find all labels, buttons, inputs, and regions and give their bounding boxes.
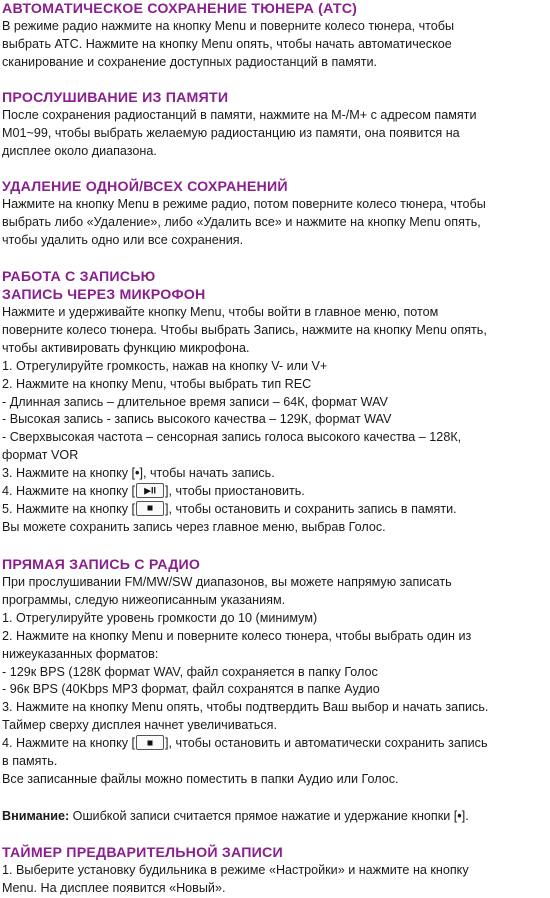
section-heading: ПРОСЛУШИВАНИЕ ИЗ ПАМЯТИ [2,90,229,106]
text-line: При прослушивании FM/MW/SW диапазонов, вы можете напрямую записать [2,575,452,589]
section-direct-recording [2,556,548,789]
text-line: - Сверхвысокая частота – сенсорная запись голоса высокого качества – 128К, [2,430,462,445]
step-text: 4. Нажмите на кнопку [ [2,736,136,751]
section-text [2,196,548,250]
step-text: 3. Нажмите на кнопку [ [2,466,136,481]
pause-glyph: ▶II [144,485,157,496]
stop-square [148,740,153,745]
step-4-line [2,483,548,501]
section-heading: ТАЙМЕР ПРЕДВАРИТЕЛЬНОЙ ЗАПИСИ [2,845,283,861]
text-line: 2. Нажмите на кнопку Menu и поверните колесо тюнера, чтобы выбрать один из [2,628,472,643]
step-5-line [2,501,548,519]
text-line: - Высокая запись - запись высокого качества – 129К, формат WAV [2,412,392,427]
subsection-heading: ЗАПИСЬ ЧЕРЕЗ МИКРОФОН [2,287,206,303]
section-heading: УДАЛЕНИЕ ОДНОЙ/ВСЕХ СОХРАНЕНИЙ [2,179,288,195]
text-line: М01~99, чтобы выбрать желаемую радиостанцию из памяти, она появится на [2,125,460,140]
text-line: Menu. На дисплее появится «Новый». [2,880,226,895]
step-text: ], чтобы остановить и сохранить запись в памяти. [165,501,457,516]
section-memory [2,89,548,161]
text-line: - 96к BPS (40Kbps MP3 формат, файл сохранятся в папке Аудио [2,682,380,697]
text-line: Вы можете сохранить запись через главное меню, выбрав Голос. [2,519,386,534]
text-line: в память. [2,754,58,769]
warning-label: Внимание: [2,809,70,823]
step-text: 4. Нажмите на кнопку [ [2,484,136,499]
text-line: Нажмите и удерживайте кнопку Menu, чтобы войти в главное меню, потом [2,305,439,319]
step-3-line [2,465,548,483]
text-line: нижеуказанных форматов: [2,646,159,661]
stop-square [148,506,153,511]
warning-line [2,808,548,826]
warning-tail: ]. [461,809,469,823]
text-line: поверните колесо тюнера. Чтобы выбрать Запись, нажмите на кнопку Menu опять, [2,322,487,337]
text-line: выбрать либо «Удаление», либо «Удалить все» и нажмите на кнопку Menu опять, [2,214,481,229]
step-text: ], чтобы приостановить. [165,484,305,499]
section-text [2,304,548,537]
text-line: Таймер сверху дисплея начнет увеличиваться. [2,718,277,733]
section-heading: ПРЯМАЯ ЗАПИСЬ С РАДИО [2,557,201,573]
text-line: В режиме радио нажмите на кнопку Menu и поверните колесо тюнера, чтобы [2,19,455,33]
section-text [2,18,548,72]
record-dot-icon: • [457,809,462,823]
text-line: чтобы активировать функцию микрофона. [2,340,250,355]
text-line: После сохранения радиостанций в памяти, нажмите на М-/М+ с адресом памяти [2,108,477,122]
record-dot-icon: • [135,466,140,481]
step-text: ], чтобы остановить и автоматически сохранить запись [165,736,488,751]
pause-button-icon [136,483,164,498]
step-text: ], чтобы начать запись. [139,466,275,481]
stop-button-icon [136,501,164,516]
text-line: - 129к BPS (128К формат WAV, файл сохраняется в папку Голос [2,664,378,679]
section-delete [2,178,548,250]
text-line: программы, следую нижеописанным указаниям. [2,592,286,607]
text-line: 1. Выберите установку будильника в режиме «Настройки» и нажмите на кнопку [2,863,469,877]
section-text [2,107,548,161]
text-line: чтобы удалить одно или все сохранения. [2,232,244,247]
text-line: 1. Отрегулируйте уровень громкости до 10 (минимум) [2,610,318,625]
text-line: 1. Отрегулируйте громкость, нажав на кнопку V- или V+ [2,358,328,373]
warning-note [2,808,548,826]
text-line: Все записанные файлы можно поместить в папки Аудио или Голос. [2,771,399,786]
text-line: - Длинная запись – длительное время записи – 64К, формат WAV [2,394,388,409]
section-heading: АВТОМАТИЧЕСКОЕ СОХРАНЕНИЕ ТЮНЕРА (АТС) [2,1,358,17]
section-timer [2,844,548,898]
text-line: Нажмите на кнопку Menu в режиме радио, потом поверните колесо тюнера, чтобы [2,197,486,211]
warning-text: Ошибкой записи считается прямое нажатие и удержание кнопки [ [69,809,458,823]
text-line: 3. Нажмите на кнопку Menu опять, чтобы подтвердить Ваш выбор и начать запись. [2,700,489,715]
text-line: сканирование и сохранение доступных радиостанций в памяти. [2,54,378,69]
text-line: выбрать АТС. Нажмите на кнопку Menu опять, чтобы начать автоматическое [2,36,452,51]
section-text [2,862,548,898]
section-text [2,574,548,789]
text-line: дисплее около диапазона. [2,143,157,158]
step-4-line [2,735,548,753]
section-heading: РАБОТА С ЗАПИСЬЮ [2,269,156,285]
text-line: 2. Нажмите на кнопку Menu, чтобы выбрать тип REC [2,376,312,391]
stop-button-icon [136,735,164,750]
section-recording [2,268,548,537]
text-line: формат VOR [2,448,79,463]
section-atc [2,0,548,72]
step-text: 5. Нажмите на кнопку [ [2,501,136,516]
